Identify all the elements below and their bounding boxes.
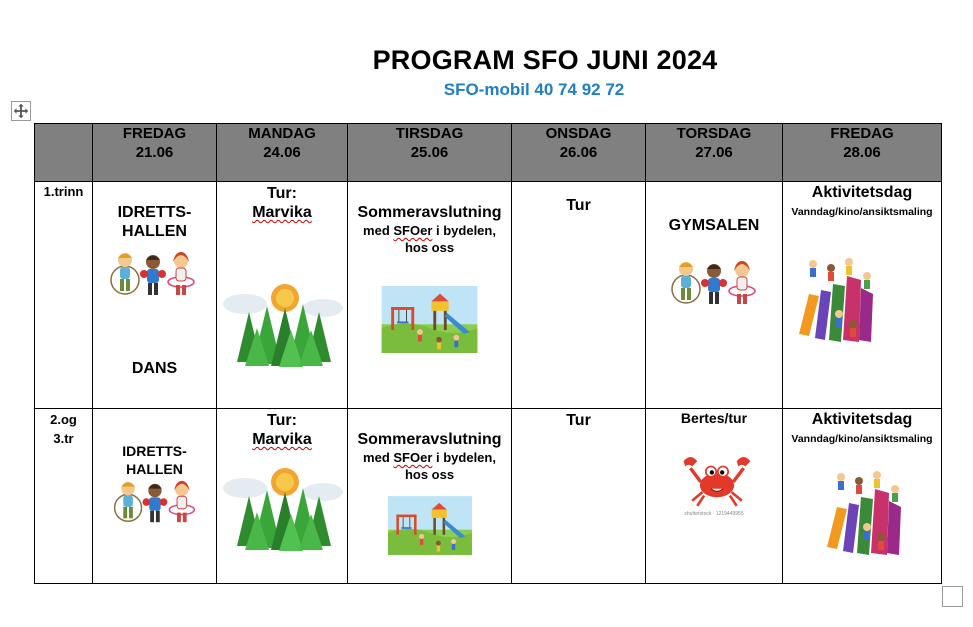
activity-cell [348, 182, 512, 409]
activity-text: Bertes/tur [680, 410, 748, 426]
header-cell: FREDAG 21.06 [93, 124, 217, 182]
row-label-cell [35, 409, 93, 584]
activity-cell [646, 409, 783, 584]
activity-cell [512, 182, 646, 409]
activity-cell [217, 182, 348, 409]
activity-text: IDRETTS- HALLEN [117, 204, 192, 240]
row-label: 2.og 3.tr [50, 412, 77, 446]
playground-icon [381, 286, 478, 353]
playground-icon [388, 496, 472, 555]
program-table [34, 123, 942, 584]
activity-text: Aktivitetsdag Vanndag/kino/ansiktsmaling [791, 184, 933, 218]
table-row [35, 182, 942, 409]
header-cell: FREDAG 28.06 [783, 124, 942, 182]
move-arrows-icon [12, 102, 30, 120]
crab-icon [674, 451, 760, 511]
header-cell: TORSDAG 27.06 [646, 124, 783, 182]
header-cell: ONSDAG 26.06 [512, 124, 646, 182]
activity-text: Tur [566, 197, 591, 214]
children-exercising-icon [668, 259, 758, 309]
kids-on-books-icon [823, 467, 913, 557]
row-label-cell [35, 182, 93, 409]
activity-cell [217, 409, 348, 584]
header-cell: MANDAG 24.06 [217, 124, 348, 182]
activity-text: Aktivitetsdag Vanndag/kino/ansiktsmaling [791, 411, 933, 445]
activity-text: Sommeravslutning med SFOer i bydelen, hos oss [357, 204, 502, 255]
activity-text: Tur: Marvika [252, 412, 312, 448]
page-title: PROGRAM SFO JUNI 2024 [372, 45, 718, 75]
children-exercising-icon [107, 250, 197, 300]
row-label: 1.trinn [43, 184, 84, 199]
children-exercising-icon [109, 479, 199, 527]
activity-cell [783, 409, 942, 584]
image-watermark: shutterstock · 1219449955 [684, 511, 744, 517]
header-row [35, 124, 942, 182]
activity-text: IDRETTS- HALLEN [122, 443, 187, 477]
forest-sunrise-icon [223, 461, 343, 553]
activity-cell [93, 409, 217, 584]
activity-text: Sommeravslutning med SFOer i bydelen, hos oss [357, 431, 502, 482]
activity-cell [783, 182, 942, 409]
activity-text: GYMSALEN [668, 217, 760, 234]
activity-cell [348, 409, 512, 584]
activity-extra-text: DANS [131, 360, 178, 377]
table-move-handle[interactable] [11, 101, 31, 121]
activity-cell [512, 409, 646, 584]
activity-text: Tur: Marvika [252, 185, 312, 221]
page-subtitle: SFO-mobil 40 74 92 72 [443, 80, 625, 99]
activity-cell [646, 182, 783, 409]
table-row [35, 409, 942, 584]
header-cell-empty [35, 124, 93, 182]
table-resize-handle[interactable] [942, 586, 963, 607]
header-cell: TIRSDAG 25.06 [348, 124, 512, 182]
activity-cell [93, 182, 217, 409]
activity-text: Tur [566, 412, 591, 429]
forest-sunrise-icon [223, 278, 343, 368]
kids-on-books-icon [795, 254, 885, 344]
